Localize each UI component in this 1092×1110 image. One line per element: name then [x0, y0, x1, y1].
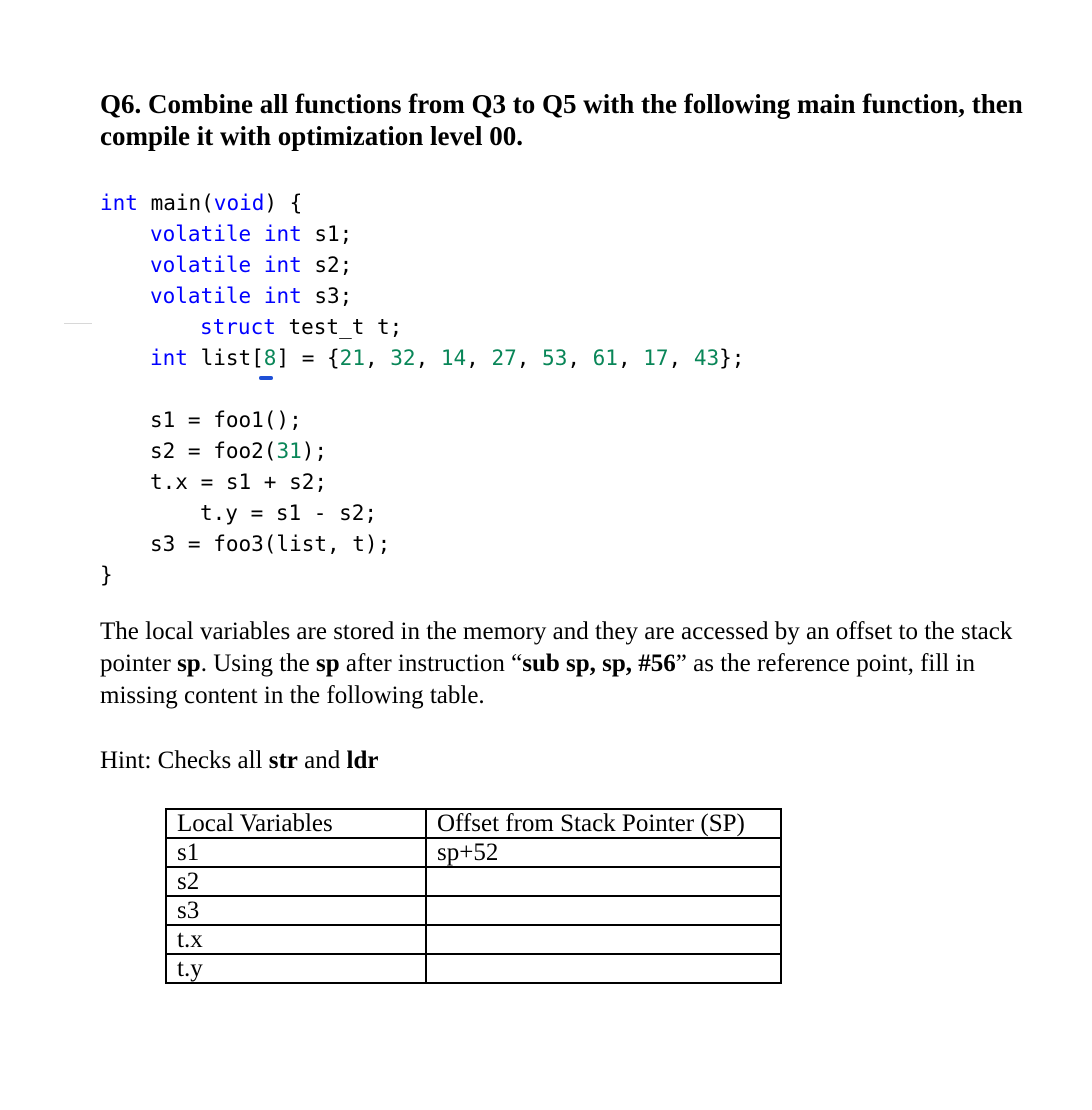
table-row [166, 896, 781, 925]
code-number: 17 [643, 346, 669, 370]
offset-cell[interactable] [426, 867, 781, 896]
spellcheck-squiggle [259, 376, 273, 380]
code-text: ] = { [276, 346, 340, 370]
code-keyword: struct [200, 315, 276, 339]
code-number: 14 [440, 346, 467, 370]
code-keyword: int [100, 191, 138, 215]
question-title-line-1: Q6. Combine all functions from Q3 to Q5 with the following main function, then [100, 89, 1023, 119]
code-line-11: s3 = foo3(list, t); [150, 532, 391, 556]
code-number: 21 [339, 346, 365, 370]
code-text: s3; [301, 284, 353, 308]
para-text: The local variables are stored in the memory and they are accessed by an offset to the stack pointer [100, 618, 1013, 677]
code-line-6: int list[8] = {21, 32, 14, 27, 53, 61, 17, 43}; [150, 346, 745, 370]
question-title-line-2: compile it with optimization level 00. [100, 121, 523, 151]
table-row [166, 867, 781, 896]
code-number: 31 [276, 439, 302, 463]
offsets-table [165, 808, 782, 984]
code-text: ) { [264, 191, 303, 215]
code-line-3 [150, 251, 352, 279]
table-row [166, 954, 781, 983]
code-keyword: volatile [150, 284, 252, 308]
variable-cell: s2 [166, 867, 426, 896]
code-line-5 [200, 313, 402, 341]
code-number: 32 [390, 346, 416, 370]
code-text: test_t t; [275, 315, 403, 339]
table-row [166, 925, 781, 954]
code-number: 8 [263, 346, 277, 370]
code-keyword: volatile [150, 253, 252, 277]
code-text: s2 = foo2( [150, 439, 277, 463]
hint-line [100, 745, 378, 777]
code-line-10: t.y = s1 - s2; [200, 501, 378, 525]
code-line-7: s1 = foo1(); [150, 408, 302, 432]
para-bold-sp: sp [316, 650, 340, 677]
hint-bold-ldr: ldr [346, 747, 379, 774]
code-text: }; [719, 346, 745, 370]
code-number: 61 [592, 346, 618, 370]
code-keyword: void [213, 191, 265, 215]
variable-cell: s3 [166, 896, 426, 925]
hint-text: Hint: Checks all [100, 747, 269, 774]
code-text: main( [137, 191, 214, 215]
variable-cell: t.x [166, 925, 426, 954]
code-line-8 [150, 437, 327, 465]
code-keyword: int [263, 284, 302, 308]
code-number: 53 [542, 346, 568, 370]
offset-cell[interactable] [426, 954, 781, 983]
offset-cell[interactable] [426, 896, 781, 925]
code-text: s1; [301, 222, 353, 246]
code-keyword: int [150, 346, 188, 370]
instructions-paragraph [100, 616, 1020, 712]
hint-bold-str: str [268, 747, 298, 774]
para-bold-instruction: sub sp, sp, #56 [522, 650, 676, 677]
code-keyword: int [263, 222, 302, 246]
code-line-1 [100, 189, 302, 217]
margin-mark [64, 323, 92, 324]
table-row [166, 838, 781, 867]
variable-cell: s1 [166, 838, 426, 867]
code-keyword: int [263, 253, 302, 277]
code-text: s2; [301, 253, 353, 277]
table-header-row [166, 809, 781, 838]
code-number: 43 [693, 346, 720, 370]
header-local-variables: Local Variables [166, 809, 426, 838]
code-line-2 [150, 220, 352, 248]
code-keyword: volatile [150, 222, 252, 246]
code-number: 27 [491, 346, 517, 370]
offset-cell[interactable]: sp+52 [426, 838, 781, 867]
code-text: list[ [187, 346, 264, 370]
para-text: ” as the reference point, fill in missing content in the following table. [100, 650, 975, 709]
code-text: ); [301, 439, 328, 463]
code-line-9: t.x = s1 + s2; [150, 470, 328, 494]
para-text: after instruction “ [339, 650, 523, 677]
para-bold-sp: sp [177, 650, 201, 677]
offset-cell[interactable] [426, 925, 781, 954]
header-offset: Offset from Stack Pointer (SP) [426, 809, 781, 838]
code-line-4 [150, 282, 352, 310]
variable-cell: t.y [166, 954, 426, 983]
question-title [100, 88, 1040, 152]
hint-text: and [297, 747, 347, 774]
code-line-12: } [100, 563, 113, 587]
para-text: . Using the [200, 650, 316, 677]
